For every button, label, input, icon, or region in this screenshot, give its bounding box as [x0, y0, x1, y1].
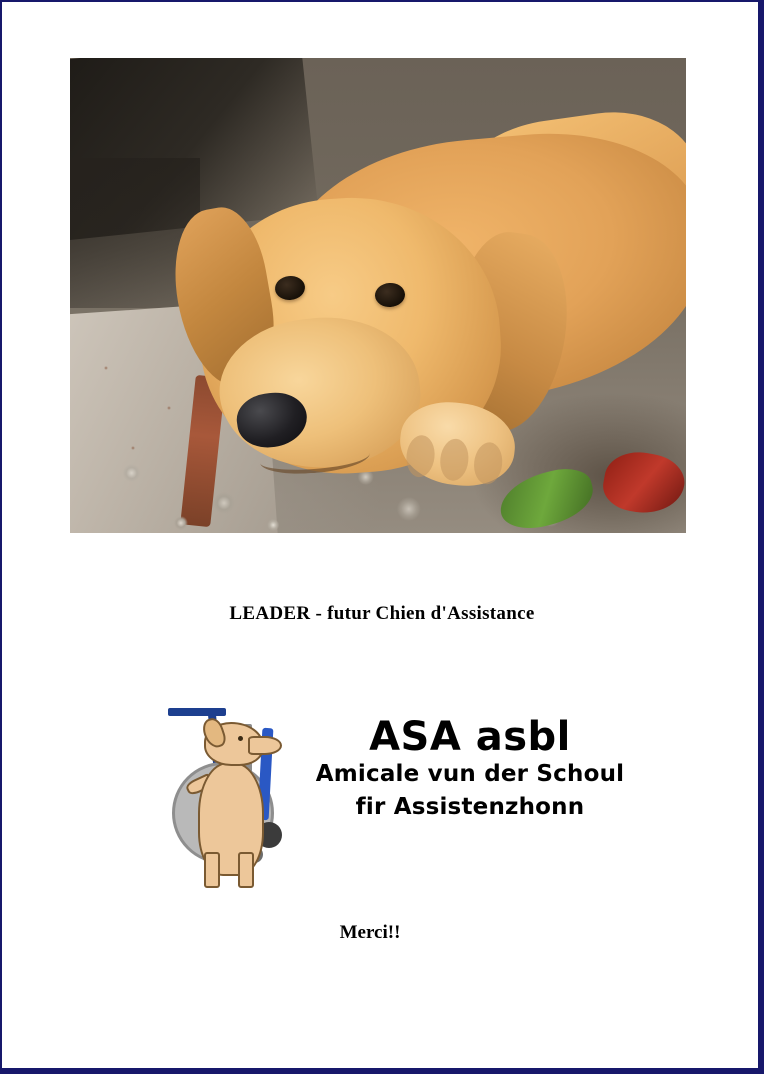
puppy-paw-toe — [438, 437, 470, 482]
assistance-dog-wheelchair-icon — [160, 700, 305, 895]
logo-dog-leg-front — [204, 852, 220, 888]
logo-dog-eye — [238, 736, 243, 741]
organization-subtitle-line2: fir Assistenzhonn — [355, 794, 585, 821]
photo-canvas — [70, 58, 686, 533]
organization-subtitle-line1: Amicale vun der Schoul — [315, 761, 625, 787]
puppy-paw-toe — [404, 434, 436, 479]
photo-caption: LEADER - futur Chien d'Assistance — [229, 603, 535, 624]
page-border-top — [0, 0, 764, 2]
page-border-bottom — [0, 1068, 764, 1074]
page-border-left — [0, 0, 2, 1074]
closing-text: Merci!! — [339, 922, 401, 943]
logo-text-group — [310, 716, 630, 825]
organization-logo-block — [160, 700, 630, 900]
logo-dog-leg-back — [238, 852, 254, 888]
page-border-right — [758, 0, 764, 1074]
logo-bar-top — [168, 708, 226, 716]
logo-dog-snout — [248, 736, 282, 755]
organization-name: ASA asbl — [369, 714, 571, 760]
puppy-photo — [70, 58, 686, 533]
